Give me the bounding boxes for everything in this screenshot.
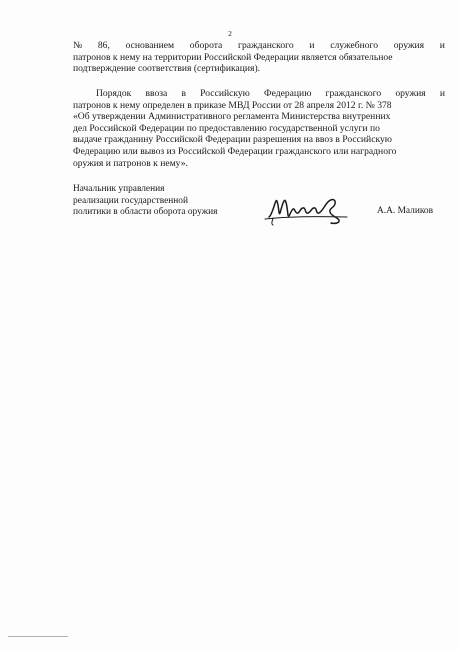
word: гражданского xyxy=(238,40,294,51)
word: и xyxy=(439,40,445,51)
paragraph-2-line-3: «Об утверждении Административного регламента Министерства внутренних xyxy=(73,111,391,123)
word: и xyxy=(439,88,445,99)
footer-rule xyxy=(8,636,68,640)
word: Федерацию xyxy=(264,88,312,99)
word: ввоза xyxy=(145,88,168,99)
word: гражданского xyxy=(325,88,382,99)
paragraph-2-line-2: патронов к нему определен в приказе МВД России от 28 апреля 2012 г. № 378 xyxy=(73,99,392,111)
page-number: 2 xyxy=(228,29,232,38)
word: 86, xyxy=(97,40,110,51)
handwritten-signature xyxy=(263,192,351,228)
paragraph-2-line-1 xyxy=(73,88,445,100)
paragraph-1-line-3: подтверждение соответствия (сертификация). xyxy=(73,63,261,75)
signatory-title-line-2: реализации государственной xyxy=(73,195,188,206)
paragraph-1 xyxy=(73,40,445,75)
signatory-title xyxy=(73,184,218,219)
paragraph-1-line-1 xyxy=(73,40,445,52)
paragraph-2-line-6: Федерацию или вывоз из Российской Федерации гражданского или наградного xyxy=(73,145,397,157)
word: в xyxy=(181,88,186,99)
word: оружия xyxy=(393,40,425,51)
signatory-title-line-1: Начальник управления xyxy=(73,184,165,194)
signatory-title-line-3: политики в области оборота оружия xyxy=(73,207,218,218)
word: Российскую xyxy=(200,88,250,99)
word: и xyxy=(309,40,315,51)
word: № xyxy=(73,40,83,51)
paragraph-2-line-7: оружия и патронов к нему». xyxy=(73,157,188,169)
paragraph-2-line-4: дел Российской Федерации по предоставлению государственной услуги по xyxy=(73,122,380,134)
word: оружия xyxy=(395,88,426,99)
word: Порядок xyxy=(96,88,132,99)
word: оборота xyxy=(189,40,223,51)
word: служебного xyxy=(330,40,379,51)
paragraph-2 xyxy=(73,88,445,169)
paragraph-1-line-2: патронов к нему на территории Российской Федерации является обязательное xyxy=(73,51,393,63)
paragraph-2-line-5: выдаче гражданину Российской Федерации разрешения на ввоз в Российскую xyxy=(73,134,392,146)
signatory-name: А.А. Маликов xyxy=(377,206,434,216)
word: основанием xyxy=(125,40,175,51)
